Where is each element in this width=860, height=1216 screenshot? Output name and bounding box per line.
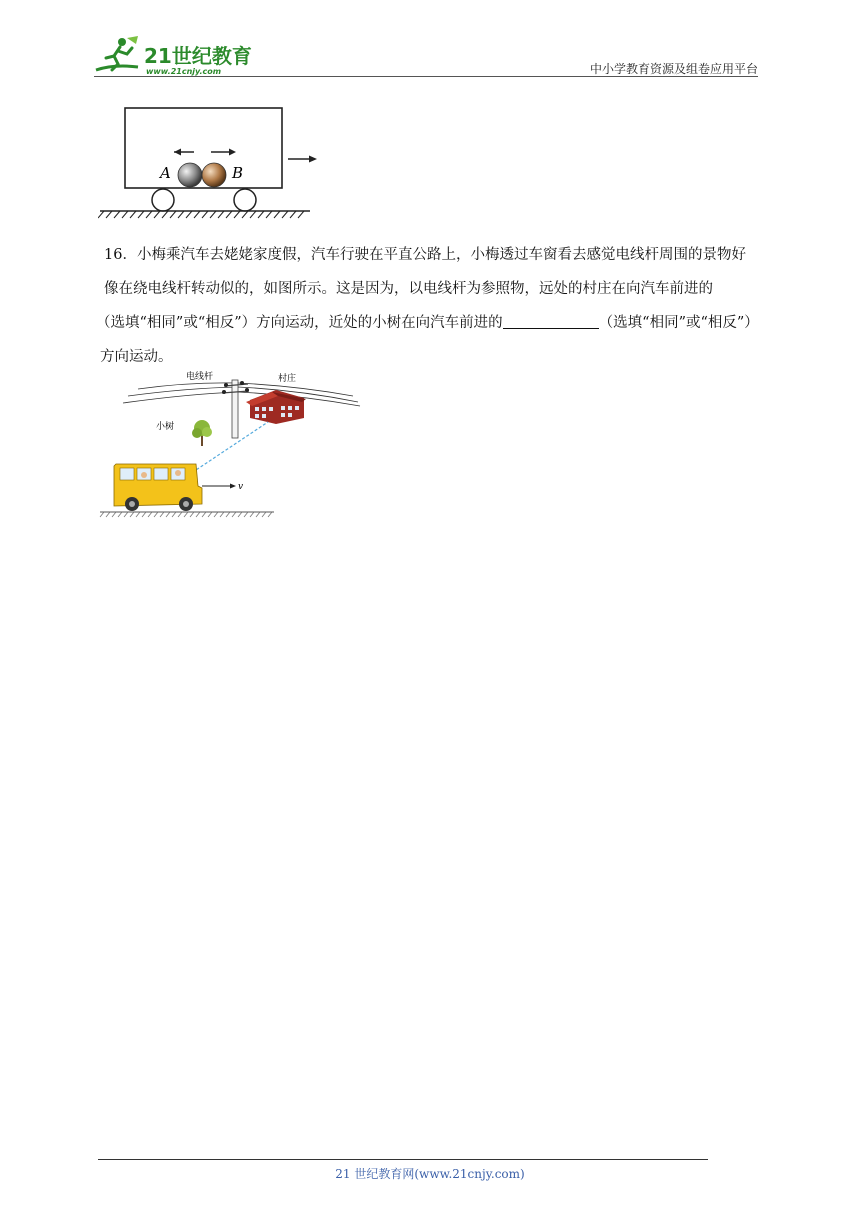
bus-scene-figure [98,366,378,522]
tree [192,420,212,446]
cart-wheel-right [234,189,256,211]
power-wires [123,383,360,406]
logo-text: 21世纪教育 [144,44,252,68]
header-divider [94,76,758,77]
village-label: 村庄 [278,374,297,384]
velocity-arrow-icon [202,484,236,489]
question-line-2: 像在绕电线杆转动似的，如图所示。这是因为，以电线杆为参照物，远处的村庄在向汽车前进的 [104,281,713,297]
village-house [246,390,306,424]
ball-b-label: B [232,164,244,182]
velocity-label: v [238,482,244,492]
ball-a-label: A [160,164,171,182]
footer-text[interactable]: 21 世纪教育网(www.21cnjy.com) [335,1167,525,1181]
bus [114,464,202,511]
platform-title: 中小学教育资源及组卷应用平台 [589,62,758,76]
question-line-3 [96,306,764,340]
cart-motion-arrow-icon [288,156,317,163]
site-logo [94,34,264,76]
question-line-4: 方向运动。 [100,349,173,365]
tree-label: 小树 [156,422,175,432]
cart-wheel-left [152,189,174,211]
answer-blank[interactable] [503,313,599,329]
question-line-3-part-a: （选填“相同”或“相反”）方向运动，近处的小树在向汽车前进的 [96,315,503,331]
question-line-1: 16．小梅乘汽车去姥姥家度假，汽车行驶在平直公路上，小梅透过车窗看去感觉电线杆周围的景物好 [104,247,746,263]
question-line-3-part-b: （选填“相同”或“相反”） [598,315,759,331]
runner-logo-icon [94,34,144,76]
utility-pole [222,380,249,438]
question-16 [96,238,764,374]
cart-figure [98,100,328,224]
logo-url: www.21cnjy.com [146,67,222,76]
page-header [94,30,758,78]
footer-divider [98,1159,708,1160]
pole-label: 电线杆 [186,372,214,382]
ball-b [202,163,226,187]
ball-a [178,163,202,187]
